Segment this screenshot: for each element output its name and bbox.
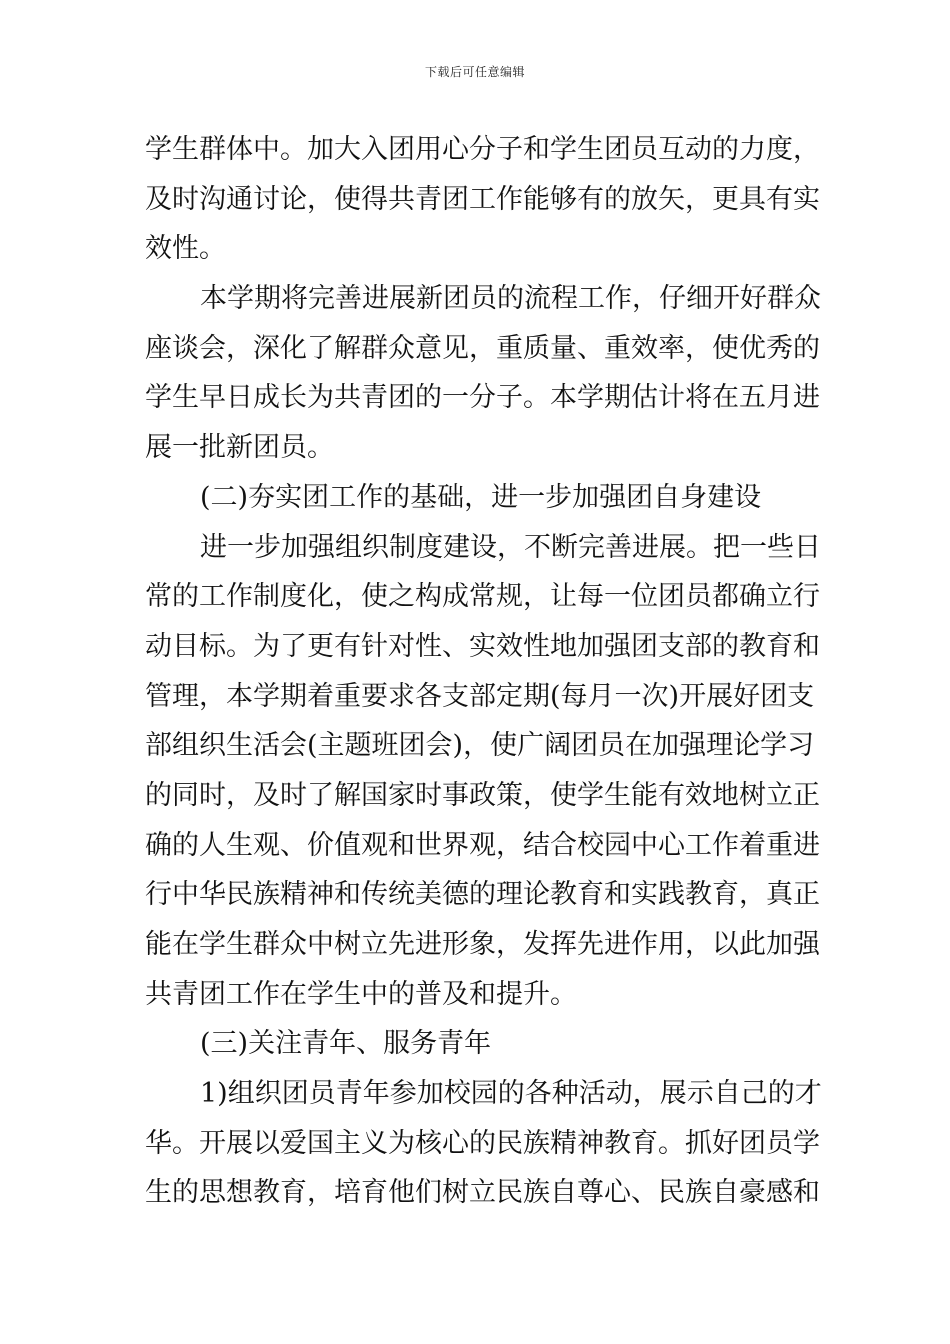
text-line: 动目标。为了更有针对性、实效性地加强团支部的教育和 [145,630,820,662]
text-line: 本学期将完善进展新团员的流程工作，仔细开好群众 [200,283,821,315]
text-line: 部组织生活会(主题班团会)，使广阔团员在加强理论学习 [145,730,815,762]
text-line: 华。开展以爱国主义为核心的民族精神教育。抓好团员学 [145,1127,820,1159]
text-line: 的同时，及时了解国家时事政策，使学生能有效地树立正 [145,779,820,811]
text-line: 共青团工作在学生中的普及和提升。 [145,978,577,1010]
document-body [145,125,822,1218]
page-header-note: 下载后可任意编辑 [424,65,525,79]
text-line: 管理，本学期着重要求各支部定期(每月一次)开展好团支 [145,680,815,712]
text-line: 生的思想教育，培育他们树立民族自尊心、民族自豪感和 [145,1177,820,1209]
text-line: 学生群体中。加大入团用心分子和学生团员互动的力度， [145,134,820,165]
text-line: 确的人生观、价值观和世界观，结合校园中心工作着重进 [145,829,820,861]
text-line: 行中华民族精神和传统美德的理论教育和实践教育，真正 [145,879,820,911]
text-line: 能在学生群众中树立先进形象，发挥先进作用，以此加强 [145,929,820,960]
text-line: (二)夯实团工作的基础，进一步加强团自身建设 [200,481,762,513]
text-line: 学生早日成长为共青团的一分子。本学期估计将在五月进 [145,382,820,414]
text-line: (三)关注青年、服务青年 [200,1028,492,1060]
text-line: 常的工作制度化，使之构成常规，让每一位团员都确立行 [145,581,820,613]
text-line: 进一步加强组织制度建设，不断完善进展。把一些日 [200,531,821,563]
text-line: 及时沟通讨论，使得共青团工作能够有的放矢，更具有实 [145,183,820,215]
text-line: 座谈会，深化了解群众意见，重质量、重效率，使优秀的 [145,332,820,364]
text-line: 效性。 [145,233,226,265]
text-line: 1)组织团员青年参加校园的各种活动，展示自己的才 [200,1078,822,1110]
text-line: 展一批新团员。 [145,432,334,464]
